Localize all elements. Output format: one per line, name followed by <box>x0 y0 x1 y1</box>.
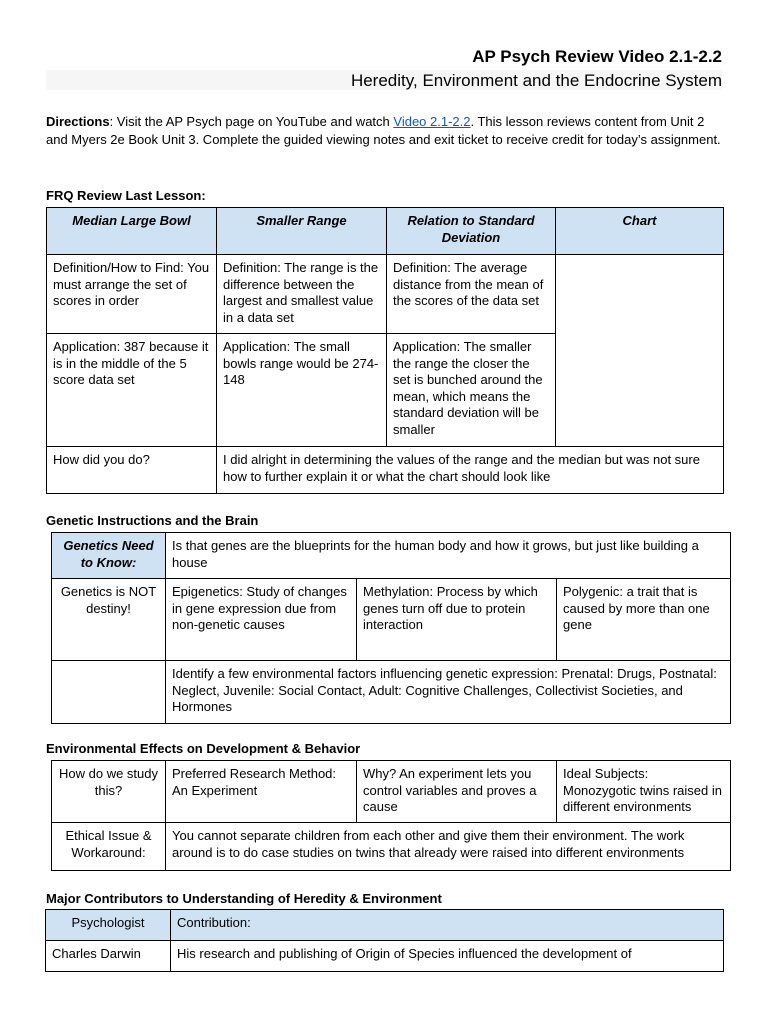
directions-paragraph <box>46 113 722 149</box>
frq-median-application: Application: 387 because it is in the middle of the 5 score data set <box>47 334 217 447</box>
frq-range-application: Application: The small bowls range would be 274-148 <box>217 334 387 447</box>
frq-col-median: Median Large Bowl <box>47 208 217 255</box>
contributor-name: Charles Darwin <box>46 941 171 972</box>
page-subtitle: Heredity, Environment and the Endocrine System <box>350 71 722 90</box>
genetics-destiny-label: Genetics is NOT destiny! <box>52 579 166 661</box>
environment-study-label: How do we study this? <box>52 761 166 823</box>
frq-stddev-definition: Definition: The average distance from the mean of the scores of the data set <box>387 255 556 334</box>
directions-text-after: . This lesson reviews content from Unit 2 and Myers 2e Book Unit 3. Complete the guided viewing notes and exit ticket to receive credit for today’s assignment. <box>46 114 721 147</box>
environment-ethical-label: Ethical Issue & Workaround: <box>52 823 166 871</box>
contributors-table <box>45 909 724 972</box>
frq-col-range: Smaller Range <box>217 208 387 255</box>
frq-table <box>46 207 724 494</box>
environment-research-method: Preferred Research Method: An Experiment <box>166 761 357 823</box>
frq-stddev-application: Application: The smaller the range the closer the set is bunched around the mean, which means the standard deviation will be smaller <box>387 334 556 447</box>
frq-col-std-dev: Relation to Standard Deviation <box>387 208 556 255</box>
genetics-methylation: Methylation: Process by which genes turn off due to protein interaction <box>357 579 557 661</box>
genetics-need-text: Is that genes are the blueprints for the human body and how it grows, but just like building a house <box>166 533 731 579</box>
genetics-table <box>51 532 731 724</box>
frq-heading: FRQ Review Last Lesson: <box>46 188 206 203</box>
frq-range-definition: Definition: The range is the difference between the largest and smallest value in a data set <box>217 255 387 334</box>
genetics-heading: Genetic Instructions and the Brain <box>46 513 259 528</box>
environment-heading: Environmental Effects on Development & Behavior <box>46 741 361 756</box>
genetics-empty-cell <box>52 661 166 724</box>
environment-table <box>51 760 731 871</box>
contributors-col-psychologist: Psychologist <box>46 910 171 941</box>
frq-how-answer: I did alright in determining the values of the range and the median but was not sure how to further explain it or what the chart should look like <box>217 447 724 494</box>
table-row <box>46 941 724 972</box>
environment-ideal-subjects: Ideal Subjects: Monozygotic twins raised in different environments <box>557 761 731 823</box>
contributors-col-contribution: Contribution: <box>171 910 724 941</box>
video-link[interactable]: Video 2.1-2.2 <box>393 114 471 129</box>
frq-median-definition: Definition/How to Find: You must arrange the set of scores in order <box>47 255 217 334</box>
genetics-environmental-factors: Identify a few environmental factors influencing genetic expression: Prenatal: Drugs, Postnatal: Neglect, Juvenile: Social Contact, Adult: Cognitive Challenges, Collectivist Societies, and Hormones <box>166 661 731 724</box>
directions-text-before: : Visit the AP Psych page on YouTube and watch <box>109 114 394 129</box>
genetics-epigenetics: Epigenetics: Study of changes in gene expression due from non-genetic causes <box>166 579 357 661</box>
frq-how-label: How did you do? <box>47 447 217 494</box>
contributors-heading: Major Contributors to Understanding of Heredity & Environment <box>46 891 442 906</box>
environment-why: Why? An experiment lets you control variables and proves a cause <box>357 761 557 823</box>
environment-ethical-text: You cannot separate children from each other and give them their environment. The work around is to do case studies on twins that already were raised into different environments <box>166 823 731 871</box>
contributor-contribution: His research and publishing of Origin of Species influenced the development of <box>171 941 724 972</box>
directions-label: Directions <box>46 114 110 129</box>
frq-col-chart: Chart <box>556 208 724 255</box>
page-title: AP Psych Review Video 2.1-2.2 <box>472 47 722 66</box>
genetics-need-label: Genetics Need to Know: <box>52 533 166 579</box>
frq-chart-cell <box>556 255 724 447</box>
genetics-polygenic: Polygenic: a trait that is caused by more than one gene <box>557 579 731 661</box>
